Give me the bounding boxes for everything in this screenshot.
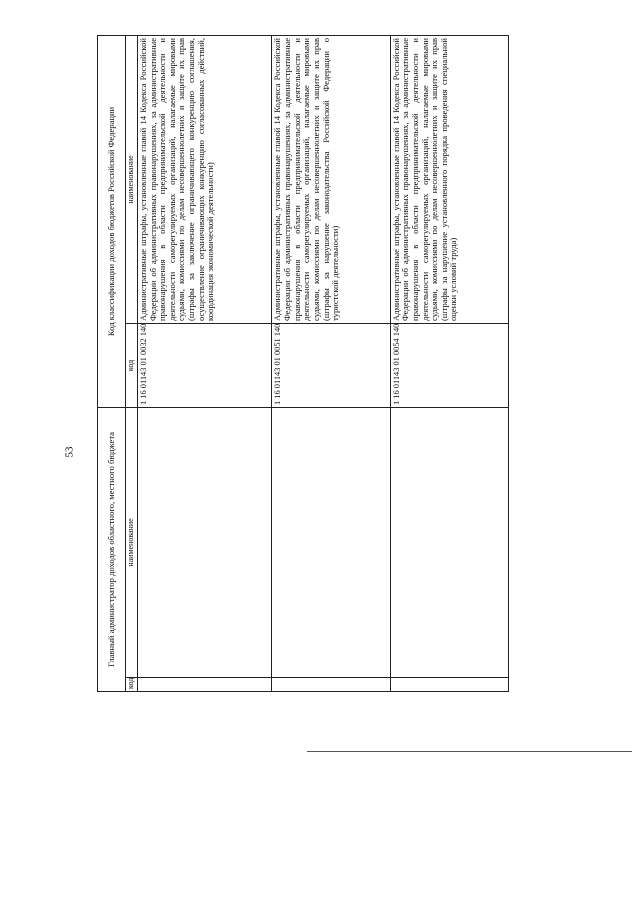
header-kod-left: код <box>126 678 138 692</box>
admin-kod-cell <box>137 678 271 692</box>
page-number-text: 53 <box>63 446 75 458</box>
revenue-code-cell: 1 16 01143 01 0054 140 <box>390 323 508 407</box>
header-kod-right: код <box>126 323 138 407</box>
footer-rule <box>307 751 632 752</box>
header-classification-code: Код классификации доходов бюджетов Российской Федерации <box>98 35 126 407</box>
revenue-name-cell: Административные штрафы, установленные главой 14 Кодекса Российской Федерации об административных правонарушениях, за административные правонарушения в области предпринимательской деятельности и деятельности саморегулируемых организаций, налагаемые мировыми судьями, комиссиями по делам несовершеннолетних и защите их прав (штрафы за нарушение законодательства Российской Федерации о туристской деятельности) <box>272 35 390 323</box>
admin-name-cell <box>390 407 508 677</box>
table-row <box>137 35 271 691</box>
admin-kod-cell <box>272 678 390 692</box>
admin-name-cell <box>272 407 390 677</box>
revenue-name-cell: Административные штрафы, установленные главой 14 Кодекса Российской Федерации об административных правонарушениях, за административные правонарушения в области предпринимательской деятельности и деятельности саморегулируемых организаций, налагаемые мировыми судьями, комиссиями по делам несовершеннолетних и защите их прав (штрафы за нарушение установленного порядка проведения специальной оценки условий труда) <box>390 35 508 323</box>
revenue-name-cell: Административные штрафы, установленные главой 14 Кодекса Российской Федерации об административных правонарушениях, за административные правонарушения в области предпринимательской деятельности и деятельности саморегулируемых организаций, налагаемые мировыми судьями, комиссиями по делам несовершеннолетних и защите их прав (штрафы за заключение ограничивающего конкуренцию соглашения, осуществление ограничивающих конкуренцию согласованных действий, координация экономической деятельности) <box>137 35 271 323</box>
table-row <box>390 35 508 691</box>
header-administrator: Главный администратор доходов областного, местного бюджета <box>98 407 126 691</box>
header-row-groups <box>98 35 126 691</box>
page-number <box>62 445 76 459</box>
admin-name-cell <box>137 407 271 677</box>
rotated-table-frame <box>97 36 509 692</box>
revenue-classification-table <box>97 35 509 692</box>
revenue-code-cell: 1 16 01143 01 0051 140 <box>272 323 390 407</box>
table-wrapper <box>97 36 509 692</box>
header-name-left: наименование <box>126 407 138 677</box>
header-name-right: наименование <box>126 35 138 323</box>
table-row <box>272 35 390 691</box>
header-row-sub <box>126 35 138 691</box>
admin-kod-cell <box>390 678 508 692</box>
revenue-code-cell: 1 16 01143 01 0032 140 <box>137 323 271 407</box>
